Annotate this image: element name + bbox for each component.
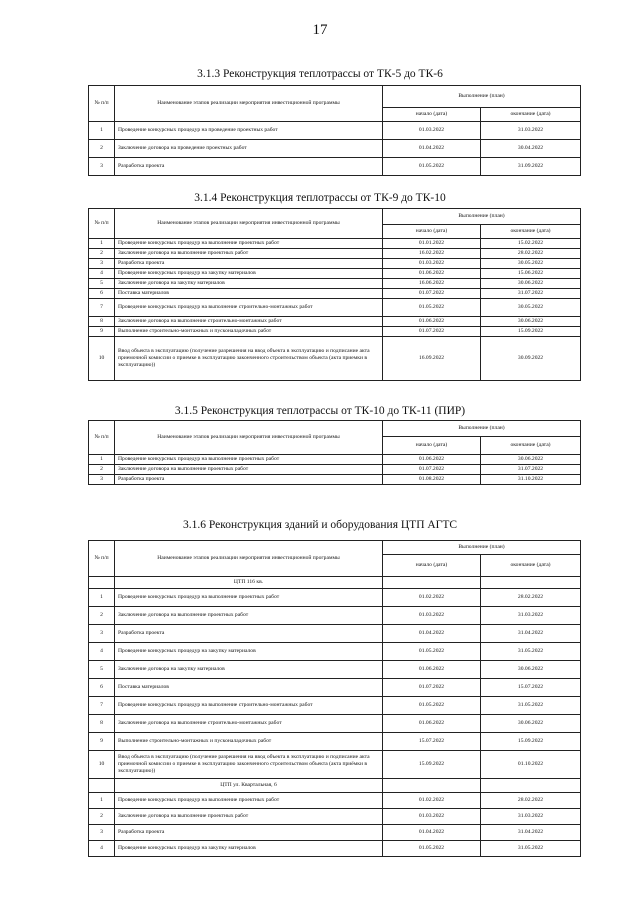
row-number: 3	[89, 259, 115, 269]
row-number: 2	[89, 465, 115, 475]
stage-name: Заключение договора на выполнение строительно-монтажных работ	[115, 715, 383, 733]
stage-name: Разработка проекта	[115, 259, 383, 269]
stage-name: Выполнение строительно-монтажных и пусконаладочных работ	[115, 327, 383, 337]
header-start: начало (дата)	[383, 555, 481, 577]
end-date: 28.02.2022	[481, 589, 581, 607]
row-number: 1	[89, 122, 115, 140]
start-date: 01.04.2022	[383, 140, 481, 158]
table-row	[89, 269, 581, 279]
end-date: 30.06.2022	[481, 279, 581, 289]
end-date: 15.07.2022	[481, 679, 581, 697]
end-date: 31.09.2022	[481, 158, 581, 176]
schedule-table	[88, 540, 581, 857]
table-row	[89, 643, 581, 661]
stage-name: Заключение договора на выполнение проектных работ	[115, 809, 383, 825]
table-row	[89, 249, 581, 259]
stage-name: Проведение конкурсных процедур на выполнение проектных работ	[115, 455, 383, 465]
table-row	[89, 327, 581, 337]
table-row	[89, 793, 581, 809]
header-stage-name: Наименование этапов реализации мероприятия инвестиционной программы	[115, 421, 383, 455]
stage-name: Проведение конкурсных процедур на выполнение строительно-монтажных работ	[115, 697, 383, 715]
table-row	[89, 122, 581, 140]
row-number: 10	[89, 337, 115, 381]
header-row	[89, 421, 581, 437]
table-row	[89, 337, 581, 381]
start-date: 01.05.2022	[383, 643, 481, 661]
section-title: 3.1.6 Реконструкция зданий и оборудования ЦТП АГТС	[182, 519, 458, 531]
section-title: 3.1.3 Реконструкция теплотрассы от ТК-5 до ТК-6	[197, 68, 443, 80]
subsection-row	[89, 577, 581, 589]
table-row	[89, 317, 581, 327]
schedule-table-wrap	[88, 208, 581, 381]
schedule-table	[88, 208, 581, 381]
end-date: 30.05.2022	[481, 299, 581, 317]
stage-name: Проведение конкурсных процедур на закупку материалов	[115, 643, 383, 661]
start-date: 01.04.2022	[383, 625, 481, 643]
stage-name: Заключение договора на проведение проектных работ	[115, 140, 383, 158]
schedule-table	[88, 420, 581, 485]
stage-name: Проведение конкурсных процедур на выполнение проектных работ	[115, 793, 383, 809]
start-date: 01.07.2022	[383, 679, 481, 697]
end-date: 15.06.2022	[481, 269, 581, 279]
header-num: № п/п	[89, 421, 115, 455]
schedule-table-wrap	[88, 420, 581, 485]
end-date: 31.03.2022	[481, 122, 581, 140]
page-number: 17	[312, 22, 328, 38]
stage-name: Поставка материалов	[115, 289, 383, 299]
row-number: 1	[89, 239, 115, 249]
end-date: 31.10.2022	[481, 475, 581, 485]
table-row	[89, 607, 581, 625]
row-number: 9	[89, 733, 115, 751]
start-date: 01.05.2022	[383, 841, 481, 857]
end-date: 30.06.2022	[481, 661, 581, 679]
header-row	[89, 209, 581, 225]
header-end: окончание (дата)	[481, 108, 581, 122]
end-date: 30.06.2022	[481, 455, 581, 465]
header-execution: Выполнение (план)	[383, 541, 581, 555]
stage-name: Проведение конкурсных процедур на выполнение проектных работ	[115, 589, 383, 607]
table-row	[89, 661, 581, 679]
row-number: 2	[89, 809, 115, 825]
stage-name: Проведение конкурсных процедур на проведение проектных работ	[115, 122, 383, 140]
table-row	[89, 751, 581, 779]
table-row	[89, 140, 581, 158]
end-date: 30.06.2022	[481, 715, 581, 733]
row-number: 1	[89, 589, 115, 607]
start-date: 16.02.2022	[383, 249, 481, 259]
start-date: 01.03.2022	[383, 607, 481, 625]
header-num: № п/п	[89, 86, 115, 122]
start-date: 01.07.2022	[383, 465, 481, 475]
header-num: № п/п	[89, 541, 115, 577]
row-number: 1	[89, 455, 115, 465]
row-number: 6	[89, 679, 115, 697]
table-row	[89, 809, 581, 825]
start-date: 01.05.2022	[383, 299, 481, 317]
start-date: 01.02.2022	[383, 793, 481, 809]
stage-name: Проведение конкурсных процедур на выполнение строительно-монтажных работ	[115, 299, 383, 317]
start-date: 01.06.2022	[383, 715, 481, 733]
stage-name: Поставка материалов	[115, 679, 383, 697]
schedule-table-wrap	[88, 85, 581, 176]
start-date: 15.07.2022	[383, 733, 481, 751]
end-date: 28.02.2022	[481, 249, 581, 259]
stage-name: Разработка проекта	[115, 475, 383, 485]
stage-name: Заключение договора на выполнение проектных работ	[115, 465, 383, 475]
start-date: 01.06.2022	[383, 317, 481, 327]
row-number: 4	[89, 269, 115, 279]
subsection-num	[89, 779, 115, 793]
subsection-empty	[481, 577, 581, 589]
stage-name: Заключение договора на выполнение проектных работ	[115, 249, 383, 259]
table-row	[89, 299, 581, 317]
row-number: 9	[89, 327, 115, 337]
header-execution: Выполнение (план)	[383, 209, 581, 225]
table-row	[89, 625, 581, 643]
row-number: 7	[89, 299, 115, 317]
header-stage-name: Наименование этапов реализации мероприятия инвестиционной программы	[115, 209, 383, 239]
table-row	[89, 259, 581, 269]
table-row	[89, 239, 581, 249]
row-number: 8	[89, 715, 115, 733]
table-row	[89, 475, 581, 485]
table-row	[89, 841, 581, 857]
stage-name: Разработка проекта	[115, 158, 383, 176]
end-date: 30.06.2022	[481, 317, 581, 327]
header-start: начало (дата)	[383, 437, 481, 455]
stage-name: Ввод объекта в эксплуатацию (получение разрешения на ввод объекта в эксплуатацию и подписание акта приемочной комиссии о приемке в эксплуатацию законченного строительством объекта (акта приемки в эксплуатацию))	[115, 337, 383, 381]
stage-name: Разработка проекта	[115, 625, 383, 643]
end-date: 31.03.2022	[481, 607, 581, 625]
header-stage-name: Наименование этапов реализации мероприятия инвестиционной программы	[115, 86, 383, 122]
stage-name: Разработка проекта	[115, 825, 383, 841]
row-number: 7	[89, 697, 115, 715]
header-start: начало (дата)	[383, 225, 481, 239]
header-start: начало (дата)	[383, 108, 481, 122]
section-title: 3.1.5 Реконструкция теплотрассы от ТК-10 до ТК-11 (ПИР)	[174, 405, 466, 417]
end-date: 31.05.2022	[481, 697, 581, 715]
end-date: 15.02.2022	[481, 239, 581, 249]
table-row	[89, 679, 581, 697]
table-row	[89, 825, 581, 841]
start-date: 01.08.2022	[383, 475, 481, 485]
row-number: 6	[89, 289, 115, 299]
subsection-empty	[481, 779, 581, 793]
row-number: 3	[89, 475, 115, 485]
end-date: 30.05.2022	[481, 259, 581, 269]
row-number: 8	[89, 317, 115, 327]
schedule-table-wrap	[88, 540, 581, 857]
end-date: 31.03.2022	[481, 809, 581, 825]
end-date: 31.05.2022	[481, 841, 581, 857]
section-title: 3.1.4 Реконструкция теплотрассы от ТК-9 до ТК-10	[194, 192, 446, 204]
subsection-row	[89, 779, 581, 793]
start-date: 01.05.2022	[383, 697, 481, 715]
table-row	[89, 465, 581, 475]
end-date: 31.07.2022	[481, 465, 581, 475]
row-number: 2	[89, 607, 115, 625]
table-row	[89, 733, 581, 751]
header-execution: Выполнение (план)	[383, 86, 581, 108]
stage-name: Выполнение строительно-монтажных и пусконаладочных работ	[115, 733, 383, 751]
stage-name: Заключение договора на закупку материалов	[115, 279, 383, 289]
header-end: окончание (дата)	[481, 555, 581, 577]
row-number: 3	[89, 158, 115, 176]
table-row	[89, 158, 581, 176]
end-date: 31.05.2022	[481, 643, 581, 661]
table-row	[89, 279, 581, 289]
header-num: № п/п	[89, 209, 115, 239]
start-date: 16.06.2022	[383, 279, 481, 289]
table-row	[89, 697, 581, 715]
header-row	[89, 86, 581, 108]
end-date: 15.09.2022	[481, 327, 581, 337]
header-row	[89, 541, 581, 555]
start-date: 01.03.2022	[383, 122, 481, 140]
stage-name: Проведение конкурсных процедур на выполнение проектных работ	[115, 239, 383, 249]
end-date: 31.04.2022	[481, 625, 581, 643]
start-date: 01.02.2022	[383, 589, 481, 607]
subsection-empty	[383, 577, 481, 589]
end-date: 15.09.2022	[481, 733, 581, 751]
header-end: окончание (дата)	[481, 225, 581, 239]
table-row	[89, 289, 581, 299]
end-date: 31.07.2022	[481, 289, 581, 299]
start-date: 01.01.2022	[383, 239, 481, 249]
start-date: 01.05.2022	[383, 158, 481, 176]
stage-name: Заключение договора на выполнение проектных работ	[115, 607, 383, 625]
stage-name: Проведение конкурсных процедур на закупку материалов	[115, 841, 383, 857]
start-date: 01.03.2022	[383, 259, 481, 269]
row-number: 5	[89, 279, 115, 289]
header-end: окончание (дата)	[481, 437, 581, 455]
header-execution: Выполнение (план)	[383, 421, 581, 437]
subsection-title: ЦТП 116 кв.	[115, 577, 383, 589]
end-date: 28.02.2022	[481, 793, 581, 809]
table-row	[89, 455, 581, 465]
table-row	[89, 715, 581, 733]
subsection-num	[89, 577, 115, 589]
start-date: 01.06.2022	[383, 269, 481, 279]
end-date: 01.10.2022	[481, 751, 581, 779]
start-date: 01.07.2022	[383, 327, 481, 337]
start-date: 15.09.2022	[383, 751, 481, 779]
stage-name: Заключение договора на выполнение строительно-монтажных работ	[115, 317, 383, 327]
row-number: 4	[89, 841, 115, 857]
stage-name: Заключение договора на закупку материалов	[115, 661, 383, 679]
stage-name: Проведение конкурсных процедур на закупку материалов	[115, 269, 383, 279]
end-date: 31.04.2022	[481, 825, 581, 841]
row-number: 3	[89, 825, 115, 841]
start-date: 01.04.2022	[383, 825, 481, 841]
start-date: 01.06.2022	[383, 455, 481, 465]
header-stage-name: Наименование этапов реализации мероприятия инвестиционной программы	[115, 541, 383, 577]
start-date: 01.06.2022	[383, 661, 481, 679]
end-date: 30.09.2022	[481, 337, 581, 381]
row-number: 5	[89, 661, 115, 679]
stage-name: Ввод объекта в эксплуатацию (получение разрешения на ввод объекта в эксплуатацию и подписание акта приемочной комиссии о приемке в эксплуатацию законченного строительством объекта (акта приёмки в эксплуатацию))	[115, 751, 383, 779]
end-date: 30.04.2022	[481, 140, 581, 158]
row-number: 3	[89, 625, 115, 643]
row-number: 4	[89, 643, 115, 661]
start-date: 16.09.2022	[383, 337, 481, 381]
subsection-title: ЦТП ул. Квартальная, 6	[115, 779, 383, 793]
schedule-table	[88, 85, 581, 176]
subsection-empty	[383, 779, 481, 793]
row-number: 2	[89, 249, 115, 259]
start-date: 01.03.2022	[383, 809, 481, 825]
row-number: 10	[89, 751, 115, 779]
row-number: 2	[89, 140, 115, 158]
start-date: 01.07.2022	[383, 289, 481, 299]
row-number: 1	[89, 793, 115, 809]
table-row	[89, 589, 581, 607]
